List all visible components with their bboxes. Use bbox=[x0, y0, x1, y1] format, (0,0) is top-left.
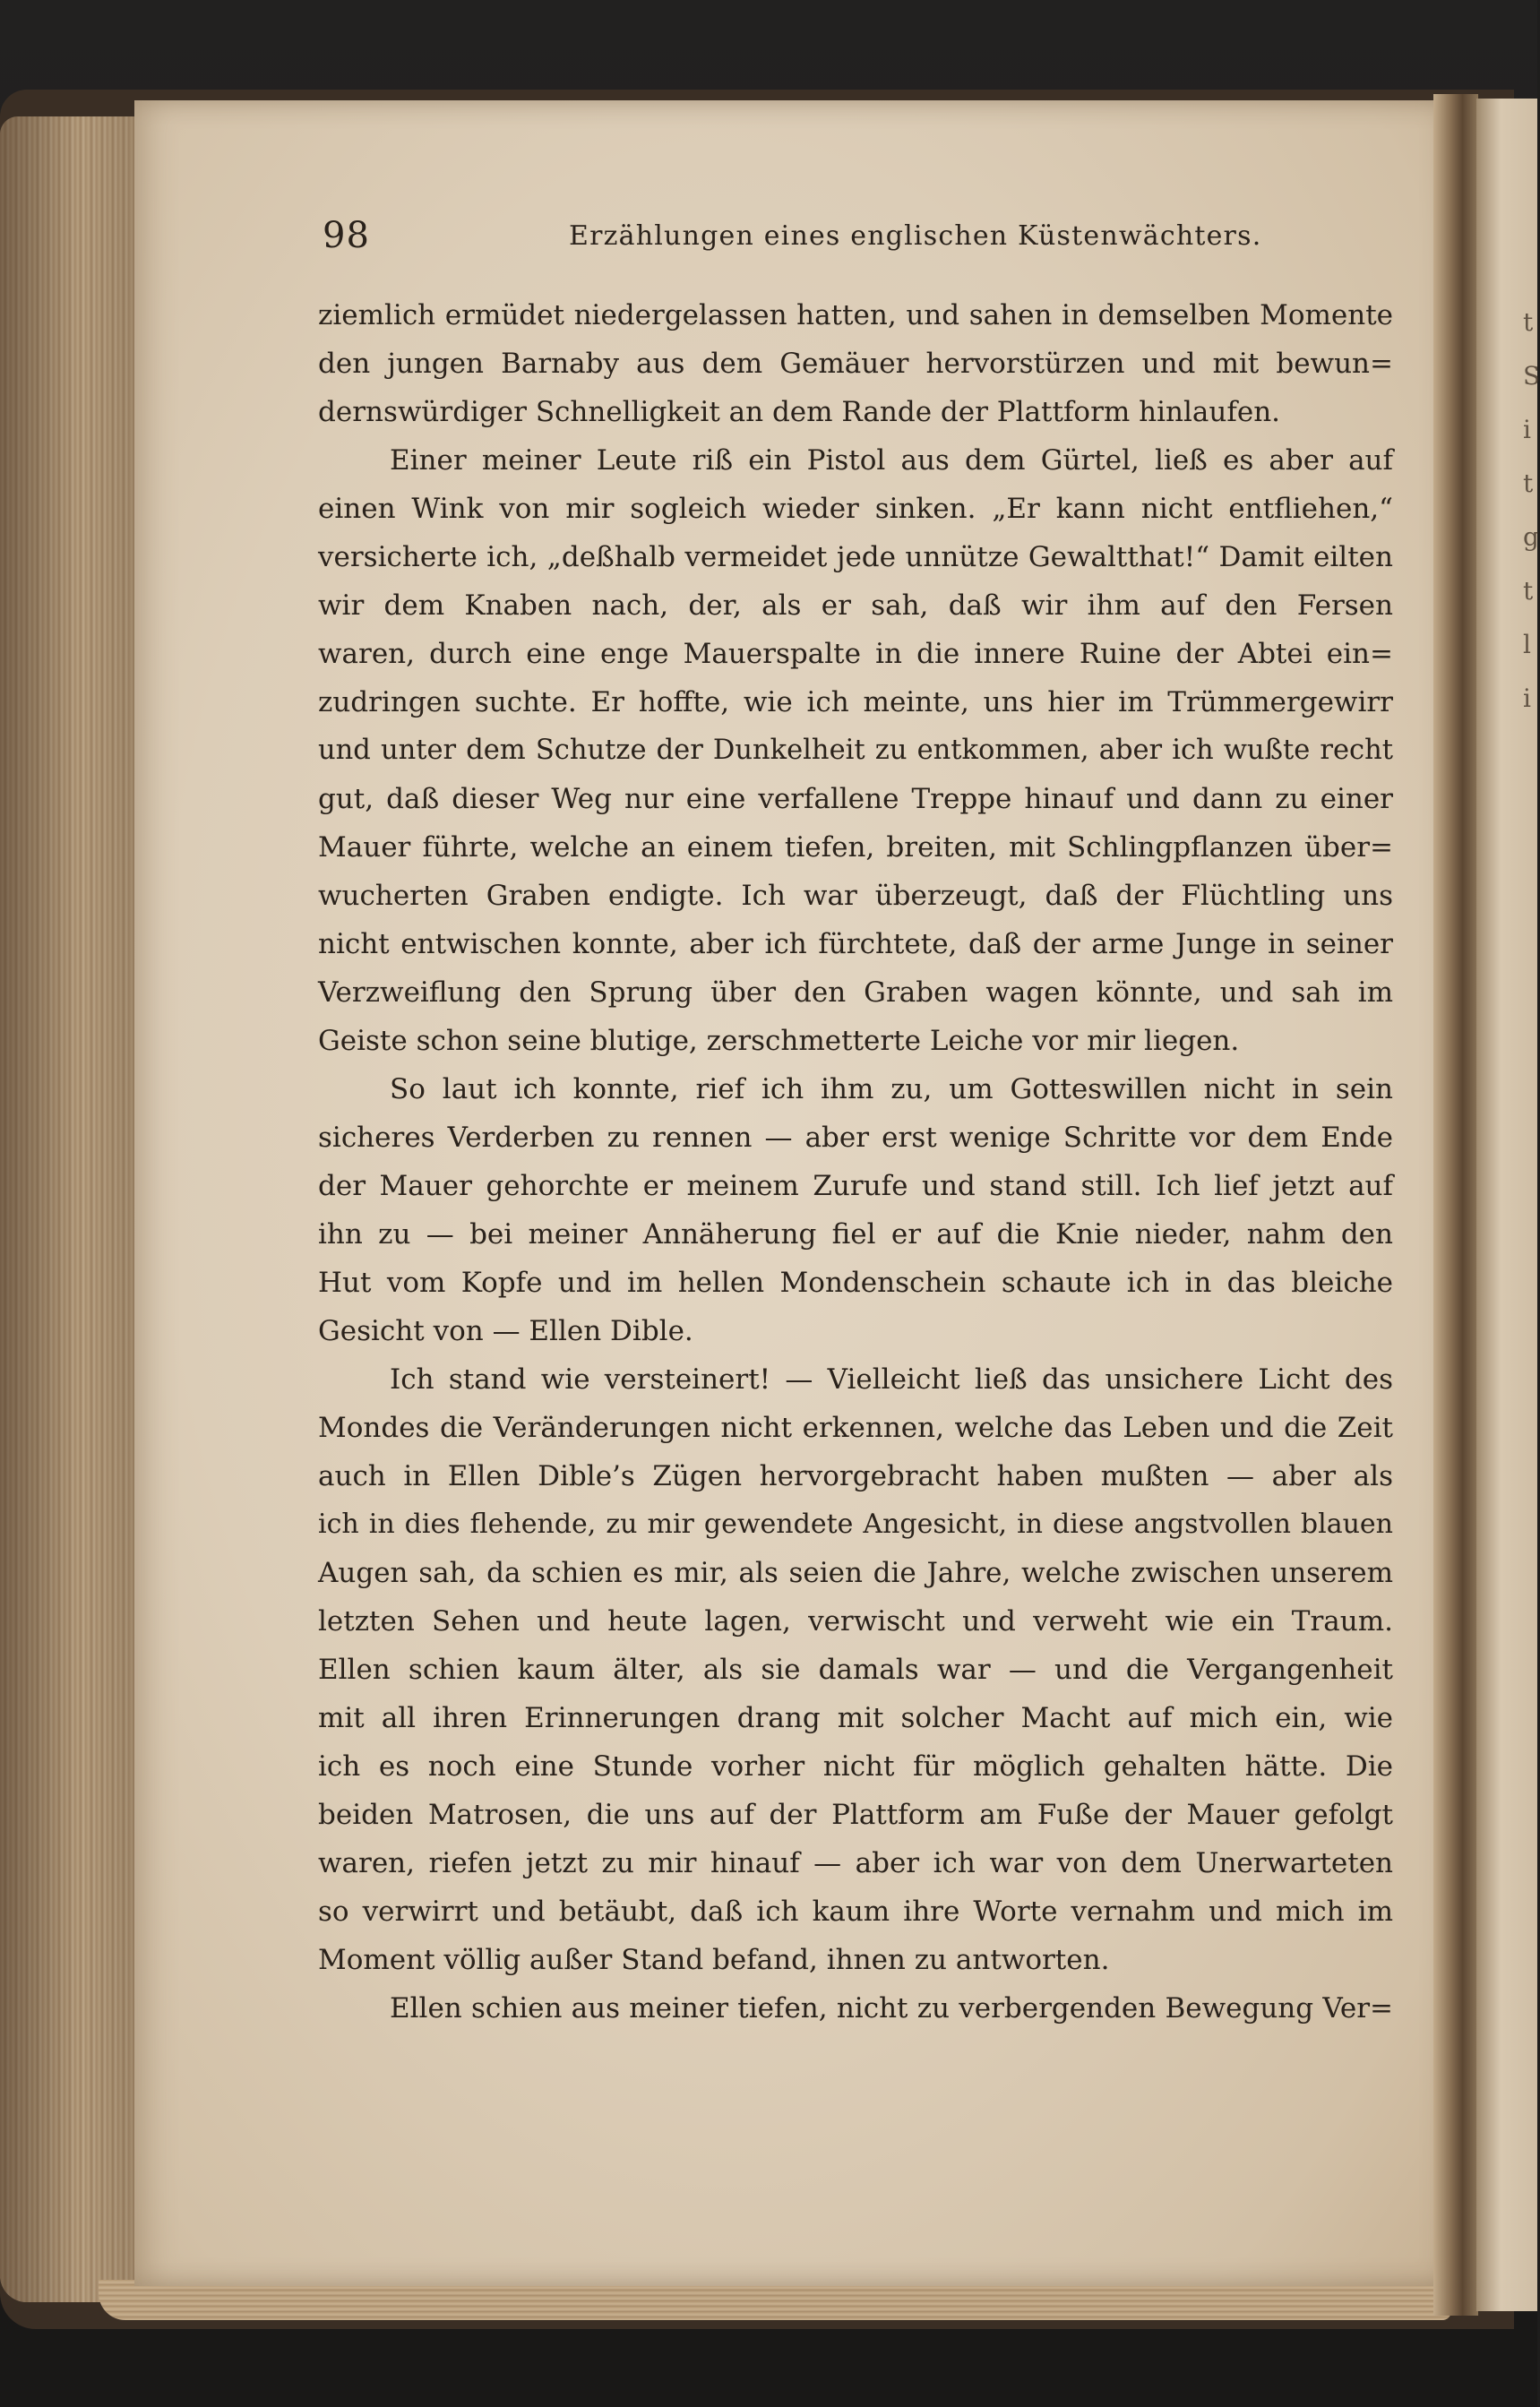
text-line: Ellen schien aus meiner tiefen, nicht zu verbergenden Bewegung Ver= bbox=[390, 1992, 1393, 2024]
text-line: einen Wink von mir sogleich wieder sinken. „Er kann nicht entfliehen,“ bbox=[318, 493, 1393, 525]
text-line: der Mauer gehorchte er meinem Zurufe und stand still. Ich lief jetzt auf bbox=[318, 1170, 1393, 1202]
facing-fragment: t bbox=[1523, 307, 1534, 337]
facing-fragment: i bbox=[1523, 683, 1531, 713]
text-line: ziemlich ermüdet niedergelassen hatten, und sahen in demselben Momente bbox=[318, 299, 1393, 331]
text-line: letzten Sehen und heute lagen, verwischt und verweht wie ein Traum. bbox=[318, 1605, 1393, 1638]
text-line: versicherte ich, „deßhalb vermeidet jede unnütze Gewaltthat!“ Damit eilten bbox=[318, 541, 1393, 573]
text-line: Moment völlig außer Stand befand, ihnen zu antworten. bbox=[318, 1944, 1110, 1976]
text-line: ich es noch eine Stunde vorher nicht für möglich gehalten hätte. Die bbox=[318, 1750, 1393, 1783]
text-line: auch in Ellen Dible’s Zügen hervorgebracht haben mußten — aber als bbox=[318, 1460, 1393, 1492]
text-line: waren, durch eine enge Mauerspalte in die innere Ruine der Abtei ein= bbox=[318, 638, 1393, 670]
facing-fragment: S bbox=[1523, 361, 1540, 391]
text-line: Augen sah, da schien es mir, als seien die Jahre, welche zwischen unserem bbox=[318, 1557, 1393, 1589]
text-line: sicheres Verderben zu rennen — aber erst wenige Schritte vor dem Ende bbox=[318, 1122, 1393, 1154]
facing-fragment: g bbox=[1523, 522, 1539, 552]
text-line: Mondes die Veränderungen nicht erkennen, welche das Leben und die Zeit bbox=[318, 1412, 1393, 1444]
running-head-title: Erzählungen eines englischen Küstenwächters. bbox=[569, 220, 1262, 252]
text-line: ihn zu — bei meiner Annäherung fiel er auf die Knie nieder, nahm den bbox=[318, 1218, 1393, 1251]
text-line: und unter dem Schutze der Dunkelheit zu entkommen, aber ich wußte recht bbox=[318, 735, 1393, 766]
text-line: wucherten Graben endigte. Ich war überzeugt, daß der Flüchtling uns bbox=[318, 880, 1393, 912]
text-line: mit all ihren Erinnerungen drang mit solcher Macht auf mich ein, wie bbox=[318, 1702, 1393, 1734]
text-line: dernswürdiger Schnelligkeit an dem Rande der Plattform hinlaufen. bbox=[318, 396, 1281, 428]
text-line: Verzweiflung den Sprung über den Graben wagen könnte, und sah im bbox=[318, 976, 1393, 1009]
running-head bbox=[323, 215, 1262, 269]
book-gutter bbox=[1433, 94, 1478, 2316]
text-line: Hut vom Kopfe und im hellen Mondenschein schaute ich in das bleiche bbox=[318, 1267, 1393, 1299]
text-line: so verwirrt und betäubt, daß ich kaum ihre Worte vernahm und mich im bbox=[318, 1896, 1393, 1928]
text-line: Mauer führte, welche an einem tiefen, breiten, mit Schlingpflanzen über= bbox=[318, 831, 1393, 864]
text-line: nicht entwischen konnte, aber ich fürchtete, daß der arme Junge in seiner bbox=[318, 928, 1393, 960]
text-line: zudringen suchte. Er hoffte, wie ich meinte, uns hier im Trümmergewirr bbox=[318, 686, 1393, 718]
text-line: beiden Matrosen, die uns auf der Plattform am Fuße der Mauer gefolgt bbox=[318, 1799, 1393, 1831]
facing-fragment: t bbox=[1523, 469, 1534, 498]
body-text bbox=[318, 291, 1393, 2033]
text-line: gut, daß dieser Weg nur eine verfallene Treppe hinauf und dann zu einer bbox=[318, 783, 1393, 815]
facing-fragment: i bbox=[1523, 415, 1531, 444]
page-number: 98 bbox=[323, 215, 370, 256]
text-line: wir dem Knaben nach, der, als er sah, daß wir ihm auf den Fersen bbox=[318, 589, 1393, 622]
text-line: Ellen schien kaum älter, als sie damals war — und die Vergangenheit bbox=[318, 1654, 1393, 1686]
text-line: So laut ich konnte, rief ich ihm zu, um Gotteswillen nicht in sein bbox=[390, 1073, 1393, 1105]
text-line: Geiste schon seine blutige, zerschmetterte Leiche vor mir liegen. bbox=[318, 1025, 1240, 1057]
text-line: Ich stand wie versteinert! — Vielleicht ließ das unsichere Licht des bbox=[390, 1363, 1393, 1396]
text-line: waren, riefen jetzt zu mir hinauf — aber ich war von dem Unerwarteten bbox=[318, 1847, 1393, 1879]
page-stack-edges bbox=[0, 116, 148, 2302]
text-line: Einer meiner Leute riß ein Pistol aus dem Gürtel, ließ es aber auf bbox=[390, 444, 1393, 477]
text-line: ich in dies flehende, zu mir gewendete Angesicht, in diese angstvollen blauen bbox=[318, 1509, 1393, 1540]
text-line: Gesicht von — Ellen Dible. bbox=[318, 1315, 693, 1347]
text-line: den jungen Barnaby aus dem Gemäuer hervorstürzen und mit bewun= bbox=[318, 348, 1393, 380]
facing-fragment: t bbox=[1523, 576, 1534, 606]
facing-page-text-fragments bbox=[1523, 296, 1540, 726]
facing-fragment: l bbox=[1523, 630, 1531, 659]
